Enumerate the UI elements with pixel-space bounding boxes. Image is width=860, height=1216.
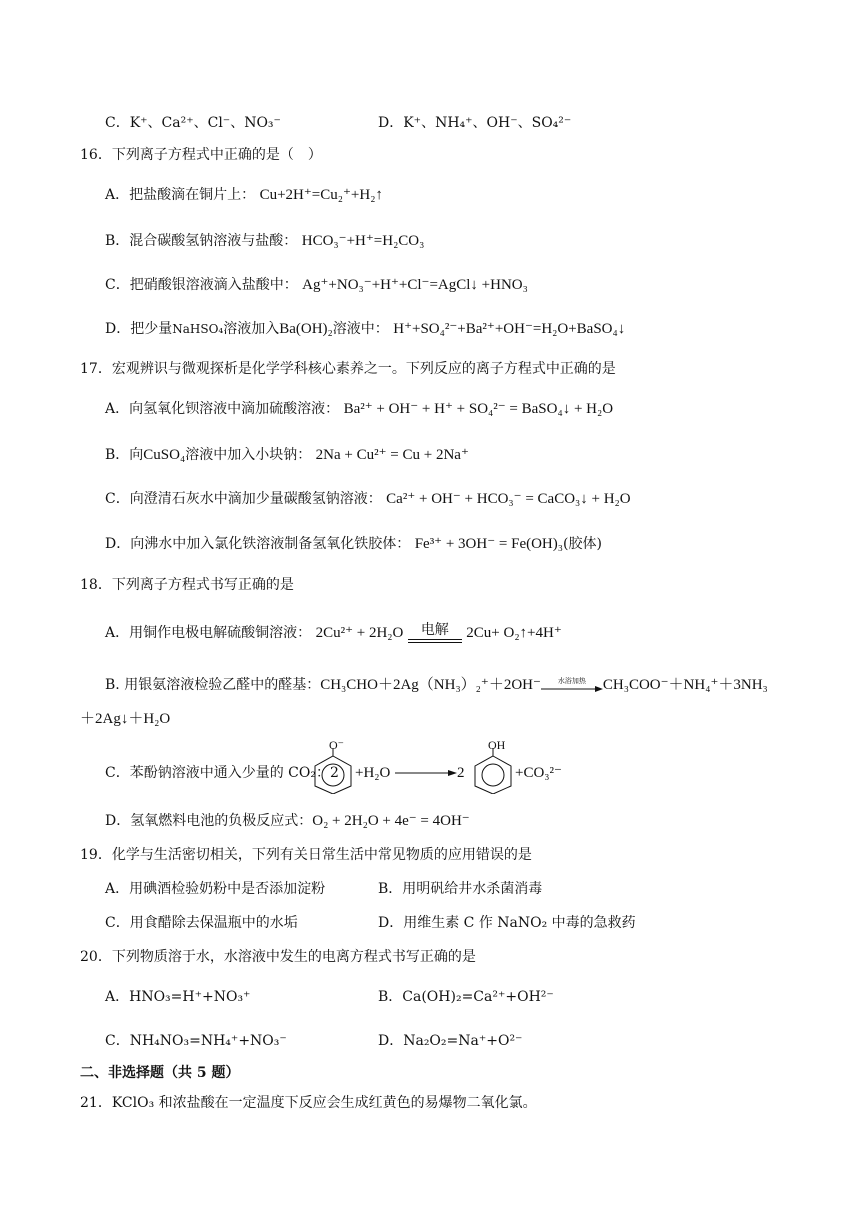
q19-option-b: B．用明矾给井水杀菌消毒	[378, 881, 543, 897]
q18-a-text: A．用铜作电极电解硫酸铜溶液：	[105, 625, 312, 641]
q17-stem: 17．宏观辨识与微观探析是化学学科核心素养之一。下列反应的离子方程式中正确的是	[80, 361, 616, 377]
q15-option-d: D．K⁺、NH₄⁺、OH⁻、SO₄²⁻	[378, 115, 572, 131]
q17-d-text: D．向沸水中加入氯化铁溶液制备氢氧化铁胶体：	[105, 536, 411, 552]
q16-option-a	[105, 186, 383, 204]
q18-a-double-bar	[408, 639, 462, 643]
section-heading: 二、非选择题（共 5 题）	[80, 1065, 240, 1081]
q17-c-equation: Ca²⁺ + OH⁻ + HCO₃⁻ = CaCO₃↓ + H₂O	[386, 491, 631, 507]
q20-option-d: D．Na₂O₂=Na⁺+O²⁻	[378, 1033, 523, 1049]
q16-c-text: C．把硝酸银溶液滴入盐酸中：	[105, 277, 298, 293]
q17-option-b	[105, 446, 469, 464]
arrow-right-icon	[541, 685, 603, 693]
q17-option-a	[105, 400, 613, 418]
q16-d-baoh2: Ba(OH)₂	[279, 321, 333, 337]
q17-b-text3: 溶液中加入小块钠：	[185, 447, 312, 463]
q18-b-continuation: ＋2Ag↓＋H₂O	[80, 711, 171, 727]
q16-stem: 16．下列离子方程式中正确的是（ ）	[80, 147, 322, 163]
q18-stem: 18．下列离子方程式书写正确的是	[80, 577, 294, 593]
q20-stem: 20．下列物质溶于水，水溶液中发生的电离方程式书写正确的是	[80, 949, 476, 965]
q19-option-c: C．用食醋除去保温瓶中的水垢	[105, 915, 298, 931]
q18-c-text: C．苯酚钠溶液中通入少量的 CO₂：2	[105, 765, 339, 781]
q18-a-right: 2Cu+ O₂↑+4H⁺	[466, 625, 562, 641]
q16-b-text: B．混合碳酸氢钠溶液与盐酸：	[105, 233, 298, 249]
q18-b-condition: 水浴加热	[557, 677, 586, 685]
q17-c-text: C．向澄清石灰水中滴加少量碳酸氢钠溶液：	[105, 491, 382, 507]
q17-a-equation: Ba²⁺ + OH⁻ + H⁺ + SO₄²⁻ = BaSO₄↓ + H₂O	[343, 401, 614, 417]
q16-d-nahso4: NaHSO₄	[172, 322, 224, 336]
q17-option-c	[105, 490, 631, 508]
q16-d-text2: 溶液加入	[223, 321, 280, 337]
q19-option-d: D．用维生素 C 作 NaNO₂ 中毒的急救药	[378, 915, 636, 931]
q18-option-a	[105, 620, 562, 646]
benzene-ring-icon	[311, 748, 355, 794]
q17-d-tail: (胶体)	[563, 536, 602, 552]
q17-option-d	[105, 535, 602, 553]
q16-option-d	[105, 320, 625, 338]
q16-option-c	[105, 276, 528, 294]
q17-b-cuso4: CuSO₄	[143, 447, 186, 463]
q18-c-right: +CO₃²⁻	[515, 765, 562, 781]
q16-option-b	[105, 232, 424, 250]
q18-b-left: CH₃CHO＋2Ag（NH₃）₂⁺＋2OH⁻	[320, 677, 541, 693]
q16-a-equation: Cu+2H⁺=Cu₂⁺+H₂↑	[259, 187, 383, 203]
q19-option-a: A．用碘酒检验奶粉中是否添加淀粉	[105, 881, 326, 897]
q18-c-mid: +H₂O	[355, 765, 391, 781]
q17-b-equation: 2Na + Cu²⁺ = Cu + 2Na⁺	[315, 447, 469, 463]
q18-a-electrolysis-sign	[408, 623, 462, 643]
arrow-right-icon	[395, 768, 457, 778]
q21-stem: 21．KClO₃ 和浓盐酸在一定温度下反应会生成红黄色的易爆物二氧化氯。	[80, 1095, 537, 1111]
q17-d-equation: Fe³⁺ + 3OH⁻ = Fe(OH)₃	[414, 536, 563, 552]
q16-b-equation: HCO₃⁻+H⁺=H₂CO₃	[301, 233, 425, 249]
q18-c-coef: 2	[457, 765, 465, 781]
q16-d-text3: 溶液中：	[332, 321, 389, 337]
q15-option-c: C．K⁺、Ca²⁺、Cl⁻、NO₃⁻	[105, 115, 281, 131]
q20-option-b: B．Ca(OH)₂=Ca²⁺+OH²⁻	[378, 989, 554, 1005]
q16-d-equation: H⁺+SO₄²⁻+Ba²⁺+OH⁻=H₂O+BaSO₄↓	[393, 321, 626, 337]
q18-option-b	[105, 676, 768, 694]
q16-a-text: A．把盐酸滴在铜片上：	[105, 187, 256, 203]
q17-a-text: A．向氢氧化钡溶液中滴加硫酸溶液：	[105, 401, 340, 417]
q20-option-a: A．HNO₃=H⁺+NO₃⁺	[105, 989, 251, 1005]
q19-stem: 19．化学与生活密切相关，下列有关日常生活中常见物质的应用错误的是	[80, 847, 532, 863]
q18-d-equation: O₂ + 2H₂O + 4e⁻ = 4OH⁻	[312, 813, 470, 829]
q16-d-text: D．把少量	[105, 321, 173, 337]
q18-option-d	[105, 812, 470, 830]
q18-d-text: D．氢氧燃料电池的负极反应式：	[105, 813, 313, 829]
q18-option-b-cont	[80, 710, 170, 728]
q18-b-right: CH₃COO⁻＋NH₄⁺＋3NH₃	[602, 677, 768, 693]
q16-c-equation: Ag⁺+NO₃⁻+H⁺+Cl⁻=AgCl↓ +HNO₃	[302, 277, 528, 293]
q18-c-phenoxide-label: O⁻	[329, 738, 344, 752]
q18-c-phenol-label: OH	[488, 738, 506, 752]
q18-b-text: B. 用银氨溶液检验乙醛中的醛基：	[105, 677, 321, 693]
q18-a-left: 2Cu²⁺ + 2H₂O	[315, 625, 404, 641]
q20-option-c: C．NH₄NO₃=NH₄⁺+NO₃⁻	[105, 1033, 287, 1049]
q18-b-arrow	[541, 677, 603, 693]
q17-b-text1: B．向	[105, 447, 144, 463]
q18-a-condition: 电解	[420, 622, 449, 638]
benzene-ring-icon	[471, 748, 515, 794]
